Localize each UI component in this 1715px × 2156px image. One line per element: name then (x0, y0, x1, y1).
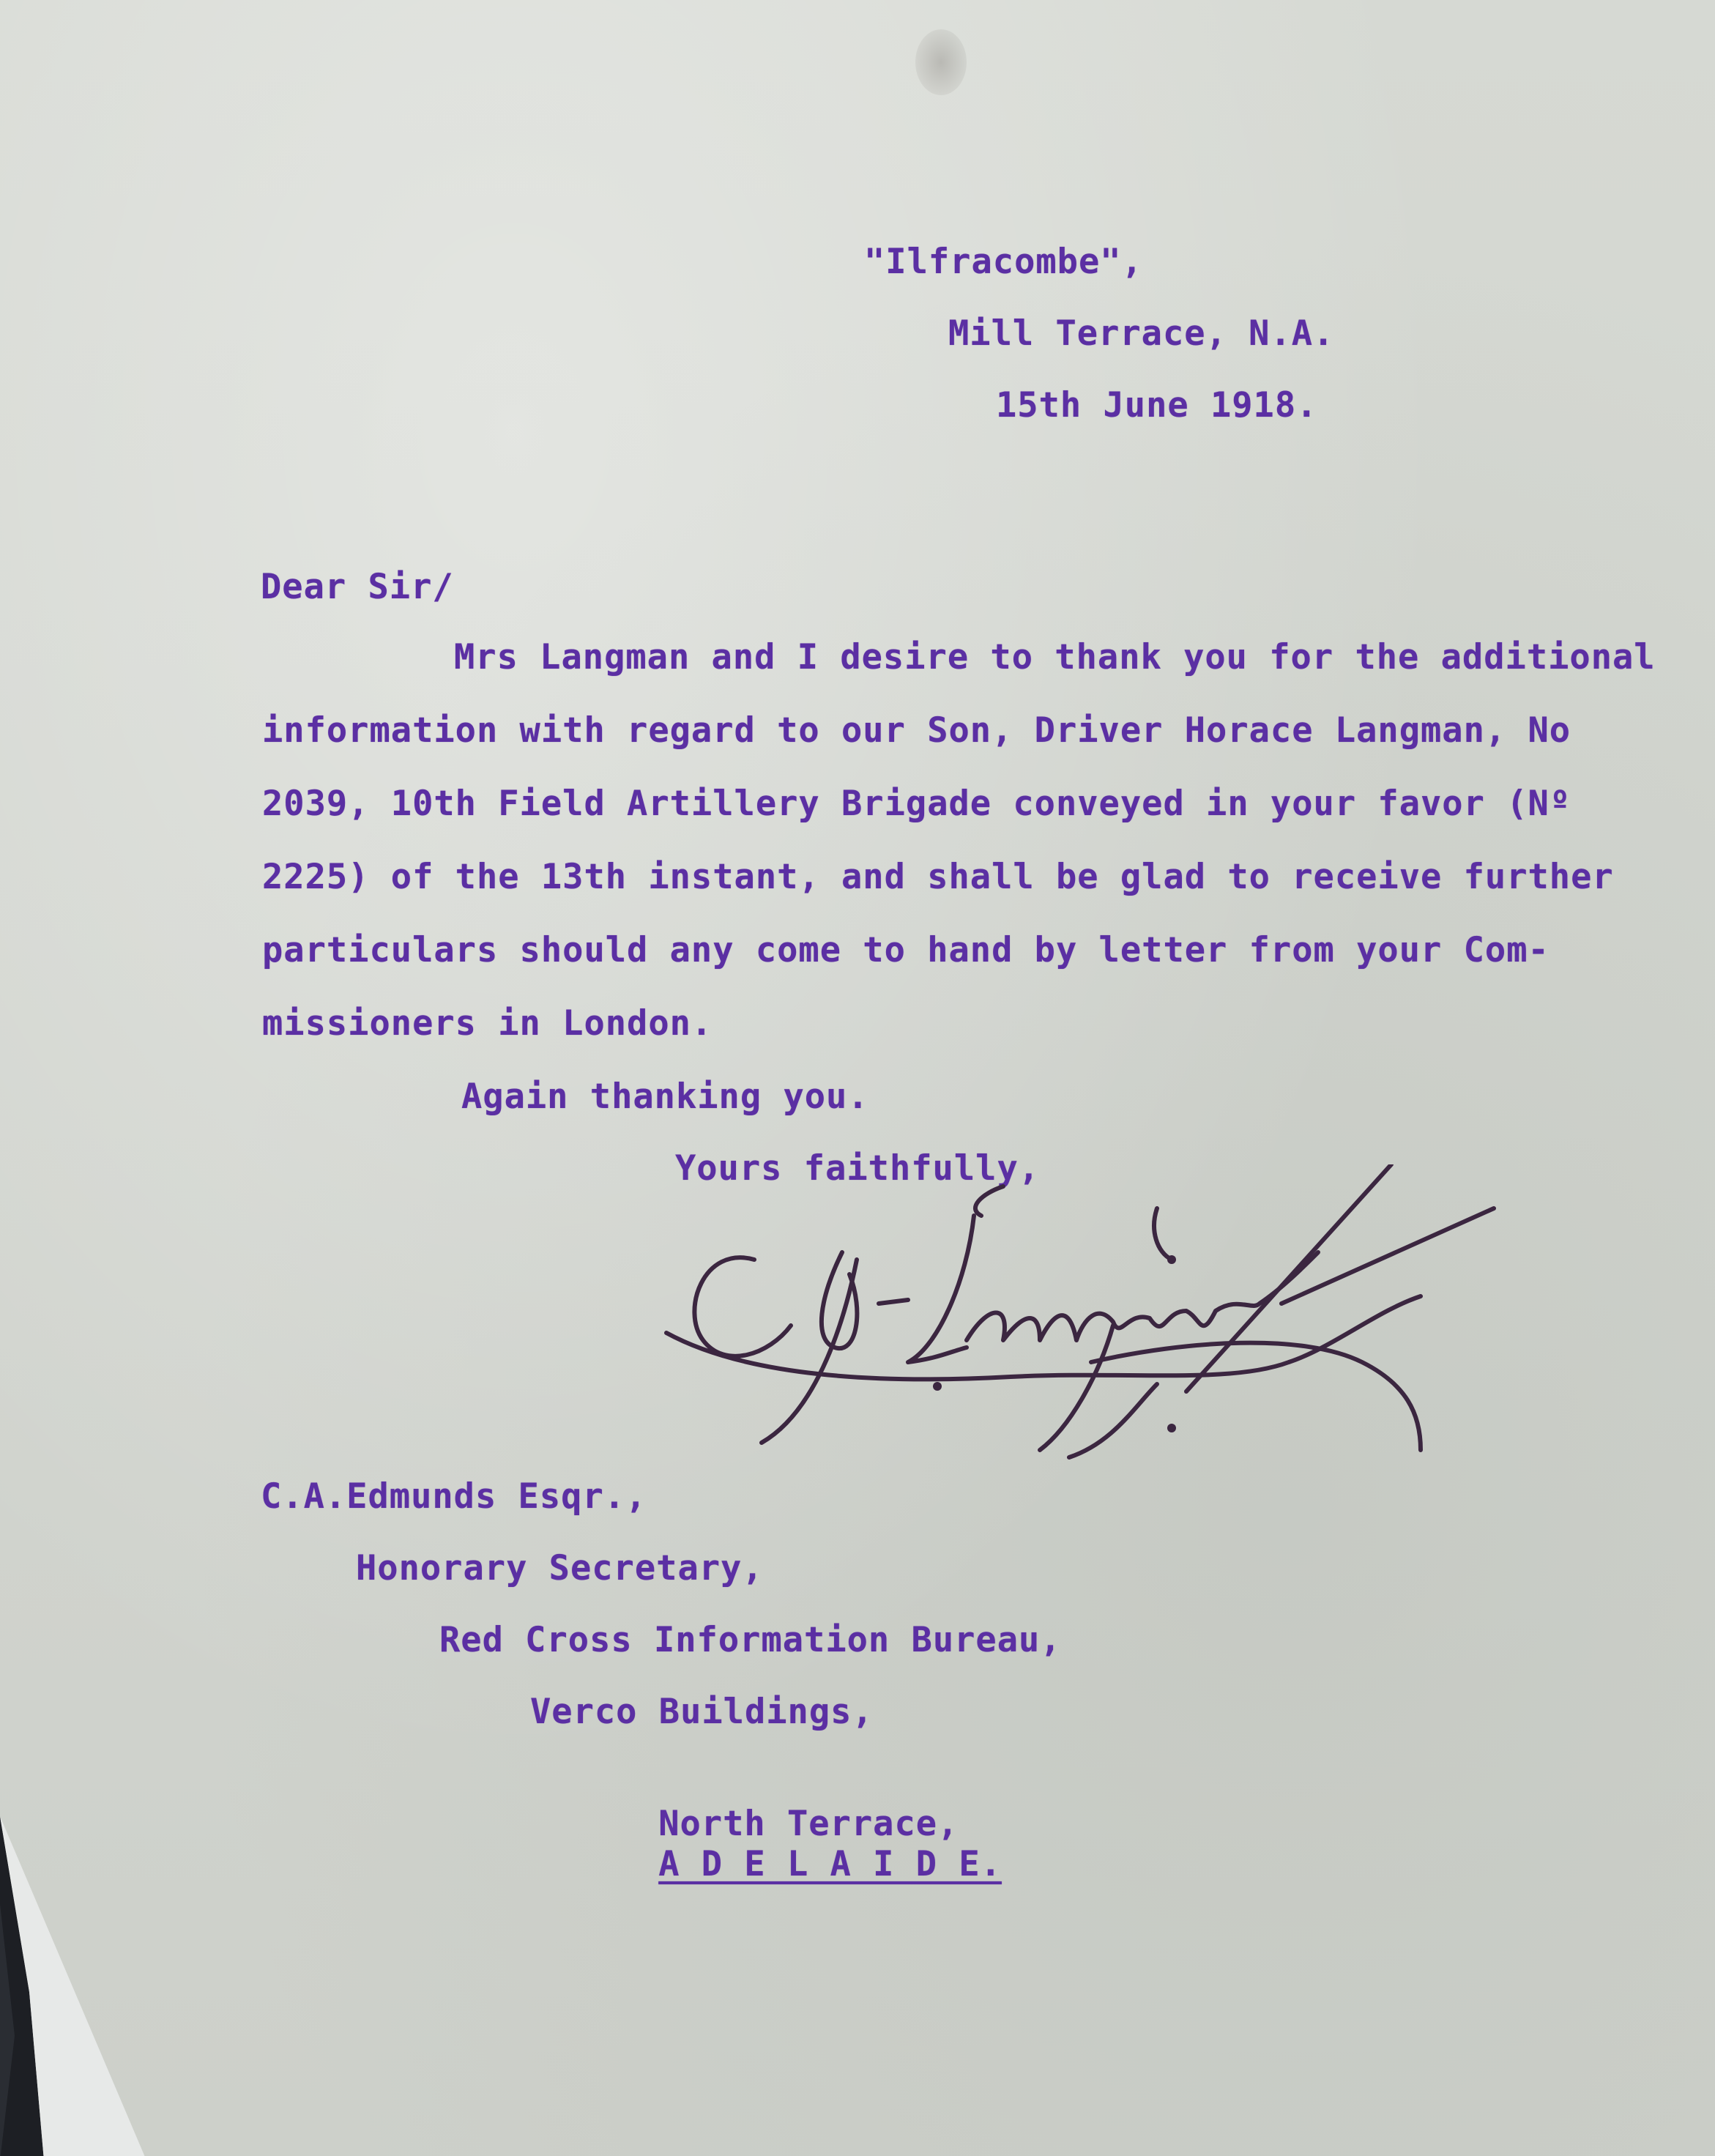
recipient-building: Verco Buildings, (530, 1692, 874, 1732)
closing-line: Again thanking you. (461, 1077, 869, 1117)
address-street: Mill Terrace, N.A. (948, 313, 1335, 354)
recipient-organisation: Red Cross Information Bureau, (439, 1620, 1062, 1660)
recipient-name: C.A.Edmunds Esqr., (261, 1476, 647, 1517)
recipient-street: North Terrace, (658, 1804, 959, 1844)
body-line: 2225) of the 13th instant, and shall be glad to receive further (262, 857, 1614, 897)
salutation: Dear Sir/ (261, 567, 454, 607)
recipient-address-line (573, 1763, 1002, 1925)
body-line: information with regard to our Son, Driver Horace Langman, No (262, 710, 1571, 751)
letter-date: 15th June 1918. (996, 385, 1318, 425)
body-line: Mrs Langman and I desire to thank you for the additional (454, 637, 1656, 677)
paper-smudge (915, 29, 967, 95)
body-line: particulars should any come to hand by letter from your Com- (262, 930, 1550, 970)
folded-corner (0, 1816, 146, 2156)
body-line: missioners in London. (262, 1003, 713, 1044)
body-line: 2039, 10th Field Artillery Brigade conveyed in your favor (Nº (262, 784, 1571, 824)
recipient-city: A D E L A I D E. (658, 1844, 1002, 1884)
address-house: "Ilfracombe", (864, 242, 1143, 282)
valediction: Yours faithfully, (675, 1148, 1041, 1189)
recipient-title: Honorary Secretary, (356, 1548, 764, 1588)
handwritten-signature (659, 1164, 1508, 1487)
